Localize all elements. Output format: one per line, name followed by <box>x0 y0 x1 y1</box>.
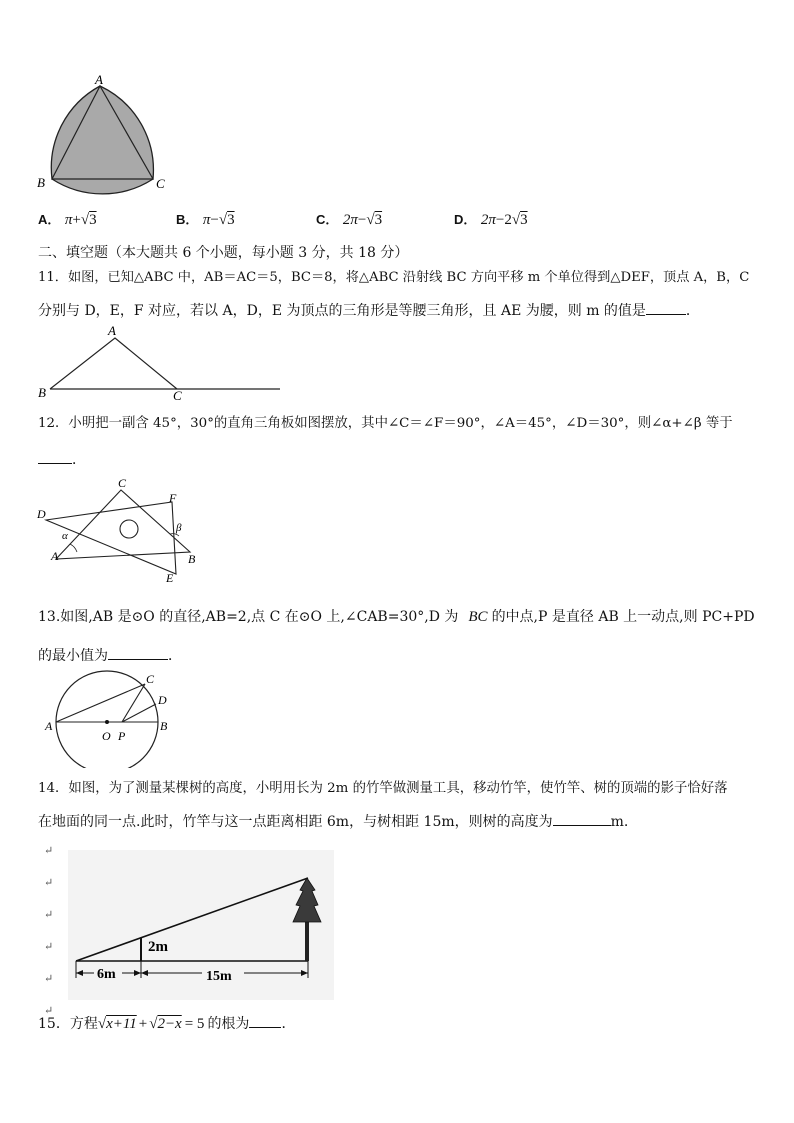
option-letter: D． <box>454 212 477 227</box>
label-A: A <box>108 323 116 338</box>
answer-blank[interactable] <box>646 300 686 315</box>
option-term: π <box>202 212 211 228</box>
center-O <box>105 720 109 724</box>
option-radicand: 3 <box>374 212 383 228</box>
q15-line: 15．方程√x+11 + √2−x = 5 的根为 ． <box>38 1013 295 1034</box>
option-letter: C． <box>316 212 339 227</box>
q14-line2: 在地面的同一点.此时，竹竿与这一点距离相距 6m，与树相距 15m，则树的高度为 m. <box>38 811 628 832</box>
label-C: C <box>118 476 127 490</box>
radicand-2: 2−x <box>157 1016 182 1032</box>
tree-trunk <box>305 920 309 961</box>
label-F: F <box>169 491 177 505</box>
option-B[interactable]: B． π−√3 <box>176 212 235 228</box>
label-B: B <box>37 175 45 190</box>
answer-blank[interactable] <box>38 449 72 464</box>
figure-q11-triangle <box>30 322 285 400</box>
answer-blank[interactable] <box>249 1013 281 1028</box>
figure-q12-set-squares <box>30 474 210 586</box>
option-letter: B． <box>176 212 199 227</box>
label-D: D <box>37 507 46 521</box>
radicand-1: x+11 <box>106 1016 137 1032</box>
label-E: E <box>166 571 174 585</box>
label-C: C <box>173 388 182 400</box>
triangle-hole <box>120 520 138 538</box>
arc-BC: BC <box>468 609 488 625</box>
option-term: π <box>64 212 73 228</box>
figure-reuleaux-triangle <box>30 72 180 197</box>
figure-q14-tree <box>64 850 334 1000</box>
option-letter: A． <box>38 212 61 227</box>
triangle-ABC <box>50 338 177 389</box>
option-term: 2π <box>480 212 496 228</box>
label-B: B <box>188 552 196 566</box>
label-A: A <box>51 549 59 563</box>
label-15m: 15m <box>206 969 232 984</box>
option-C[interactable]: C． 2π−√3 <box>316 212 383 228</box>
q11-line2: 分别与 D，E，F 对应，若以 A，D，E 为顶点的三角形是等腰三角形，且 AE 为腰，则 m 的值是 ． <box>38 300 700 321</box>
q13-line2: 的最小值为 ． <box>38 645 182 666</box>
section-heading: 二、填空题（本大题共 6 个小题，每小题 3 分，共 18 分） <box>38 245 409 261</box>
q13-line1: 13.如图,AB 是⊙O 的直径,AB=2,点 C 在⊙O 上,∠CAB=30°,D 为 BC 的中点,P 是直径 AB 上一动点,则 PC+PD <box>38 609 755 625</box>
label-B: B <box>160 719 168 733</box>
label-C: C <box>146 672 155 686</box>
label-D: D <box>158 693 167 707</box>
label-A: A <box>95 72 103 87</box>
option-radicand: 3 <box>227 212 235 228</box>
q11-line1: 11．如图，已知△ABC 中，AB＝AC＝5，BC＝8，将△ABC 沿射线 BC 方向平移 m 个单位得到△DEF，顶点 A，B，C <box>38 270 750 285</box>
q12-line2: ． <box>38 449 86 470</box>
option-A[interactable]: A． π+√3 <box>38 212 97 228</box>
label-alpha: α <box>62 530 68 542</box>
figure-q13-circle <box>40 668 175 768</box>
answer-blank[interactable] <box>553 811 611 826</box>
option-term: 2π <box>342 212 358 228</box>
label-A: A <box>45 719 53 733</box>
reuleaux-shape <box>51 86 153 194</box>
label-6m: 6m <box>97 967 116 982</box>
label-O: O <box>102 729 111 743</box>
label-P: P <box>118 729 126 743</box>
q12-line1: 12．小明把一副含 45°，30°的直角三角板如图摆放，其中∠C＝∠F＝90°，∠A＝45°，∠D＝30°，则∠α+∠β 等于 <box>38 416 733 431</box>
option-D[interactable]: D． 2π−2√3 <box>454 212 528 228</box>
option-radicand: 3 <box>520 212 528 228</box>
answer-blank[interactable] <box>108 645 168 660</box>
label-beta: β <box>176 522 182 534</box>
q14-line1: 14．如图，为了测量某棵树的高度，小明用长为 2m 的竹竿做测量工具，移动竹竿，使竹竿、树的顶端的影子恰好落 <box>38 781 728 796</box>
option-radicand: 3 <box>89 212 97 228</box>
paragraph-marks: ↵ ↵ ↵ ↵ ↵ ↵ <box>44 844 54 1017</box>
label-C: C <box>156 176 165 191</box>
label-B: B <box>38 385 46 400</box>
label-pole-2m: 2m <box>148 939 168 955</box>
